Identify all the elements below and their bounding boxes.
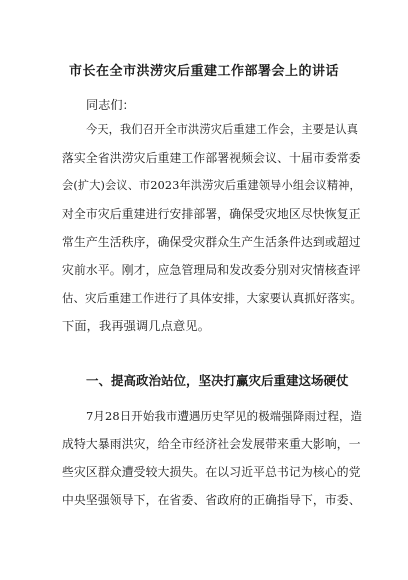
paragraph-line: 成特大暴雨洪灾，给全市经济社会发展带来重大影响，一 <box>62 437 361 451</box>
section-heading: 一、提高政治站位，坚决打赢灾后重建这场硬仗 <box>86 373 349 388</box>
paragraph-line: 对全市灾后重建进行安排部署，确保受灾地区尽快恢复正 <box>62 207 361 221</box>
paragraph-line: 会(扩大)会议、市2023年洪涝灾后重建领导小组会议精神， <box>62 179 361 192</box>
paragraph-line: 7月28日开始我市遭遇历史罕见的极端强降雨过程，造 <box>86 409 363 423</box>
paragraph-line: 今天，我们召开全市洪涝灾后重建工作会，主要是认真 <box>86 123 359 136</box>
paragraph-line: 估、灾后重建工作进行了具体安排，大家要认真抓好落实。 <box>62 291 363 305</box>
document-title: 市长在全市洪涝灾后重建工作部署会上的讲话 <box>68 64 339 79</box>
paragraph-line: 落实全省洪涝灾后重建工作部署视频会议、十届市委常委 <box>62 151 361 165</box>
paragraph-line: 些灾区群众遭受较大损失。在以习近平总书记为核心的党 <box>62 465 361 479</box>
paragraph-line: 下面，我再强调几点意见。 <box>62 319 211 333</box>
paragraph-line: 常生产生活秩序，确保受灾群众生产生活条件达到或超过 <box>62 235 361 249</box>
paragraph-line: 中央坚强领导下，在省委、省政府的正确指导下，市委、 <box>62 493 361 507</box>
paragraph-line: 灾前水平。刚才，应急管理局和发改委分别对灾情核查评 <box>62 263 361 277</box>
salutation: 同志们： <box>86 98 135 112</box>
